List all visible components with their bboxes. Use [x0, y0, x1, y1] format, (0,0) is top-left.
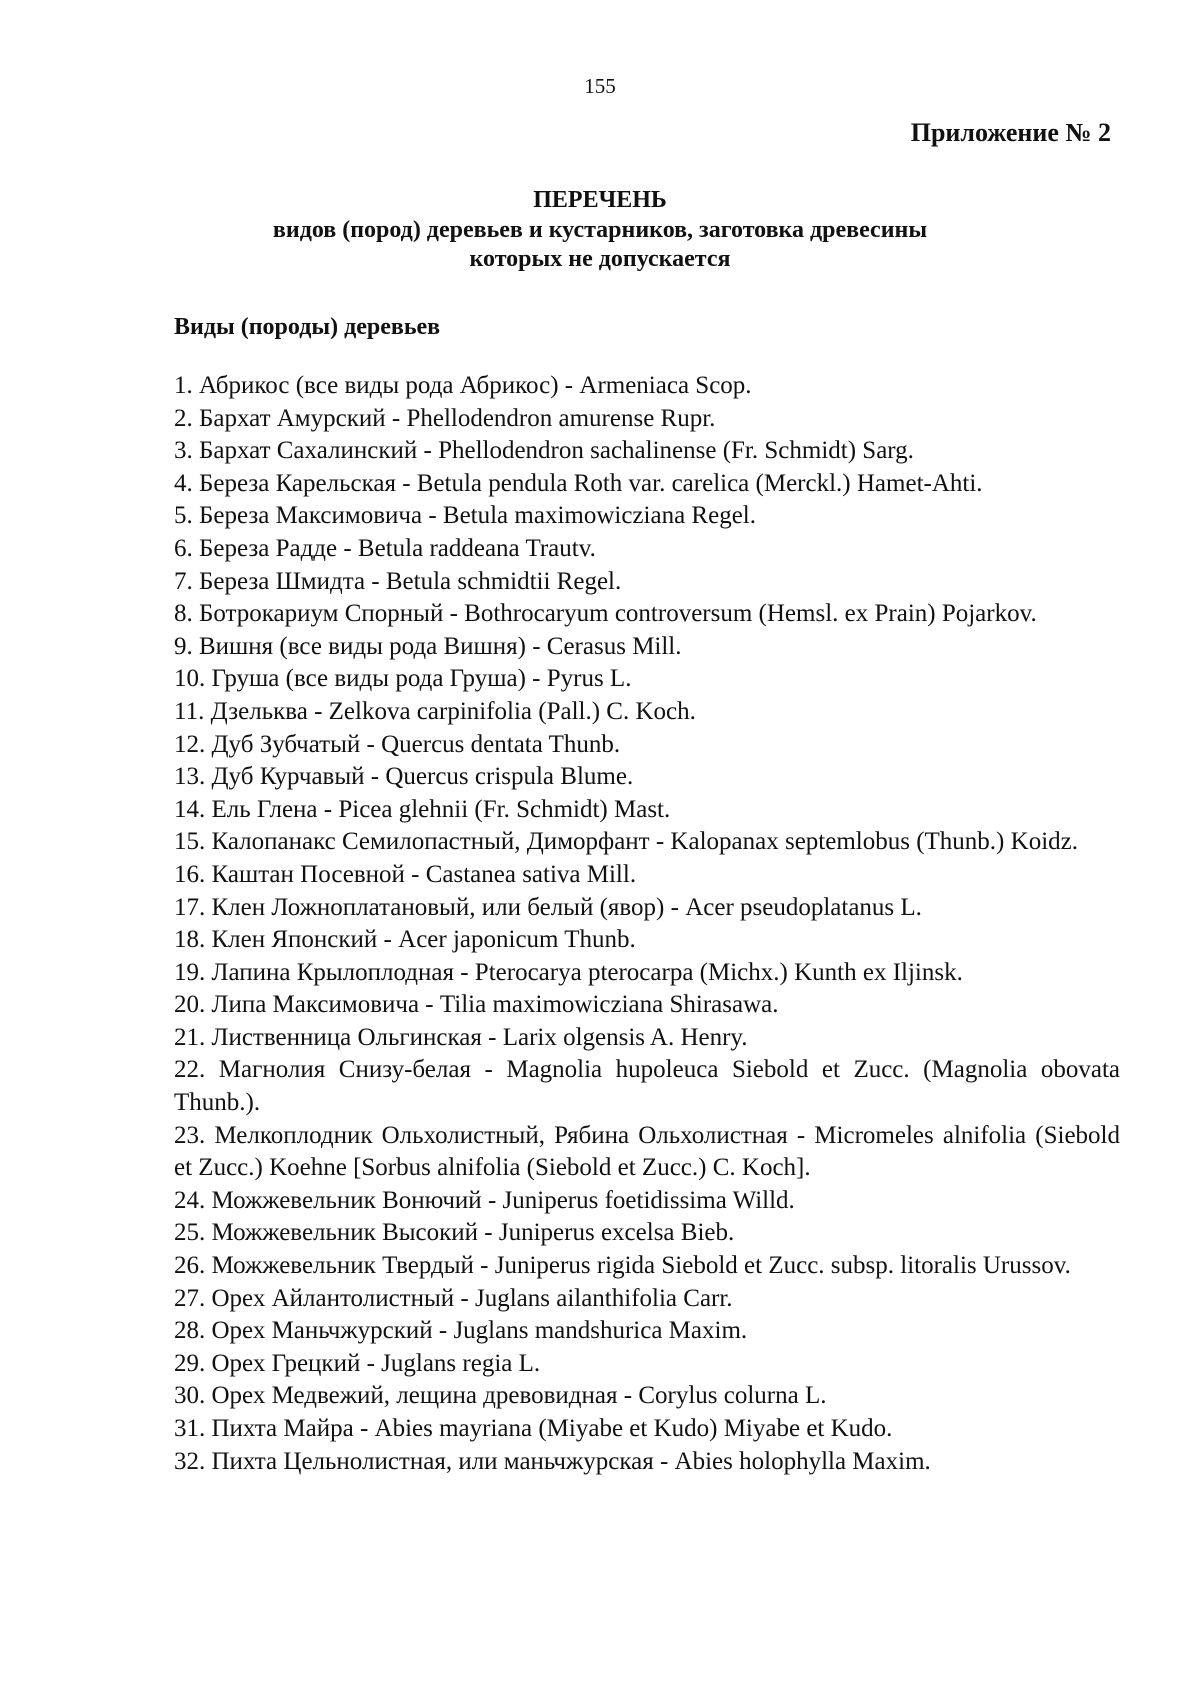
list-item: 18. Клен Японский - Acer japonicum Thunb.	[174, 926, 636, 954]
appendix-label: Приложение № 2	[910, 118, 1111, 147]
list-item: 29. Орех Грецкий - Juglans regia L.	[174, 1349, 541, 1377]
heading-title: ПЕРЕЧЕНЬ	[533, 187, 667, 213]
list-item: 9. Вишня (все виды рода Вишня) - Cerasus Mill.	[174, 632, 682, 660]
list-item: 8. Ботрокариум Спорный - Bothrocaryum controversum (Hemsl. ex Prain) Pojarkov.	[174, 600, 1037, 628]
list-item: 7. Береза Шмидта - Betula schmidtii Regel.	[174, 567, 622, 595]
list-item: 11. Дзельква - Zelkova carpinifolia (Pall.) C. Koch.	[174, 697, 696, 725]
list-item: 16. Каштан Посевной - Castanea sativa Mill.	[174, 860, 637, 888]
species-list	[174, 370, 1120, 1478]
list-item: 30. Орех Медвежий, лещина древовидная - Corylus colurna L.	[174, 1382, 827, 1410]
list-item: 13. Дуб Курчавый - Quercus crispula Blume.	[174, 763, 634, 791]
list-item: 15. Калопанакс Семилопастный, Диморфант - Kalopanax septemlobus (Thunb.) Koidz.	[174, 828, 1078, 856]
list-item: 24. Можжевельник Вонючий - Juniperus foetidissima Willd.	[174, 1186, 795, 1214]
list-item: 21. Лиственница Ольгинская - Larix olgensis A. Henry.	[174, 1023, 748, 1051]
list-item: 1. Абрикос (все виды рода Абрикос) - Armeniaca Scop.	[174, 372, 752, 399]
section-title: Виды (породы) деревьев	[174, 314, 441, 340]
list-item: 31. Пихта Майра - Abies mayriana (Miyabe et Kudo) Miyabe et Kudo.	[174, 1415, 893, 1442]
list-item: 17. Клен Ложноплатановый, или белый (явор) - Acer pseudoplatanus L.	[174, 893, 922, 921]
list-item: 26. Можжевельник Твердый - Juniperus rigida Siebold et Zucc. subsp. litoralis Urussov.	[174, 1252, 1071, 1280]
list-item: 28. Орех Маньчжурский - Juglans mandshurica Maxim.	[174, 1317, 748, 1345]
list-item: 20. Липа Максимовича - Tilia maximowicziana Shirasawa.	[174, 991, 779, 1019]
list-item: 6. Береза Радде - Betula raddeana Trautv.	[174, 534, 596, 562]
list-item: 22. Магнолия Снизу-белая - Magnolia hupoleuca Siebold et Zucc. (Magnolia obovata Thunb.).	[174, 1056, 1120, 1117]
heading-subtitle-line-2: которых не допускается	[469, 246, 731, 272]
list-item: 32. Пихта Цельнолистная, или маньчжурская - Abies holophylla Maxim.	[174, 1447, 931, 1475]
page-number: 155	[584, 74, 616, 98]
heading-subtitle-line-1: видов (пород) деревьев и кустарников, заготовка древесины	[272, 216, 928, 243]
list-item: 25. Можжевельник Высокий - Juniperus excelsa Bieb.	[174, 1219, 735, 1247]
list-item: 2. Бархат Амурский - Phellodendron amurense Rupr.	[174, 404, 716, 432]
list-item: 4. Береза Карельская - Betula pendula Roth var. carelica (Merckl.) Hamet-Ahti.	[174, 469, 983, 497]
list-item: 10. Груша (все виды рода Груша) - Pyrus L.	[174, 665, 632, 693]
list-item: 27. Орех Айлантолистный - Juglans ailanthifolia Carr.	[174, 1284, 733, 1312]
document-heading	[0, 186, 1200, 275]
list-item: 3. Бархат Сахалинский - Phellodendron sachalinense (Fr. Schmidt) Sarg.	[174, 437, 914, 465]
list-item: 14. Ель Глена - Picea glehnii (Fr. Schmidt) Mast.	[174, 795, 671, 823]
list-item: 5. Береза Максимовича - Betula maximowicziana Regel.	[174, 502, 756, 530]
list-item: 23. Мелкоплодник Ольхолистный, Рябина Ольхолистная - Micromeles alnifolia (Siebold et Zucc.) Koehne [Sorbus alnifolia (Siebold et Zucc.) C. Koch].	[174, 1121, 1120, 1182]
list-item: 19. Лапина Крылоплодная - Pterocarya pterocarpa (Michx.) Kunth ex Iljinsk.	[174, 958, 963, 986]
list-item: 12. Дуб Зубчатый - Quercus dentata Thunb.	[174, 730, 621, 758]
